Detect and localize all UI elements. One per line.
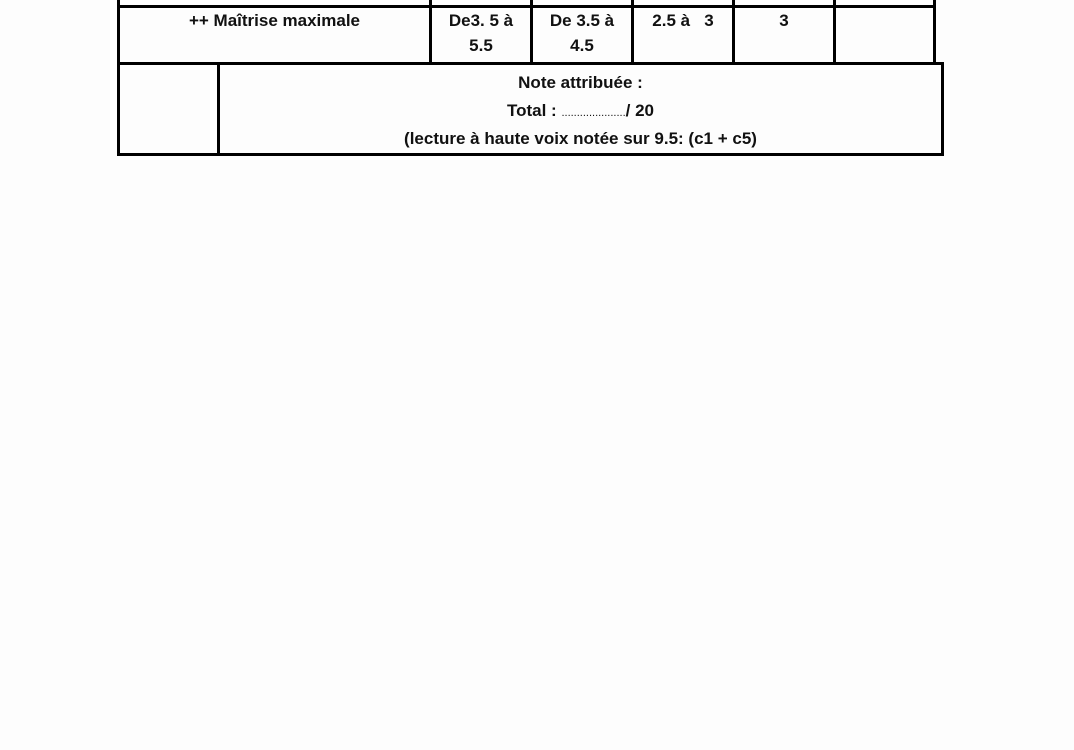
level-row-score-cell-4 <box>735 8 833 33</box>
total-line <box>220 98 941 126</box>
total-blank: ..................... <box>561 107 626 119</box>
level-row-score-cell-3 <box>634 8 732 33</box>
level-row-score-cell-2 <box>533 8 631 58</box>
score-range-line: De 3.5 à <box>549 11 615 30</box>
score-range: 2.5 à 3 <box>652 11 714 30</box>
table-border <box>833 0 836 65</box>
total-max: / 20 <box>625 101 654 120</box>
level-row-score-cell-1 <box>432 8 530 58</box>
level-row-criterion-cell <box>120 8 429 33</box>
score-range-line: 4.5 <box>570 36 594 55</box>
note-row-main-cell <box>220 70 941 151</box>
reading-note: (lecture à haute voix notée sur 9.5: (c1 + c5) <box>404 129 757 148</box>
score-range-line: De3. 5 à <box>448 11 514 30</box>
criterion-label: ++ Maîtrise maximale <box>188 11 361 30</box>
note-heading: Note attribuée : <box>518 73 643 92</box>
table-border <box>941 62 944 156</box>
total-label: Total : <box>506 101 557 120</box>
table-border <box>933 0 936 65</box>
table-border <box>117 153 944 156</box>
score-value: 3 <box>779 11 789 30</box>
score-range-line: 5.5 <box>469 36 493 55</box>
